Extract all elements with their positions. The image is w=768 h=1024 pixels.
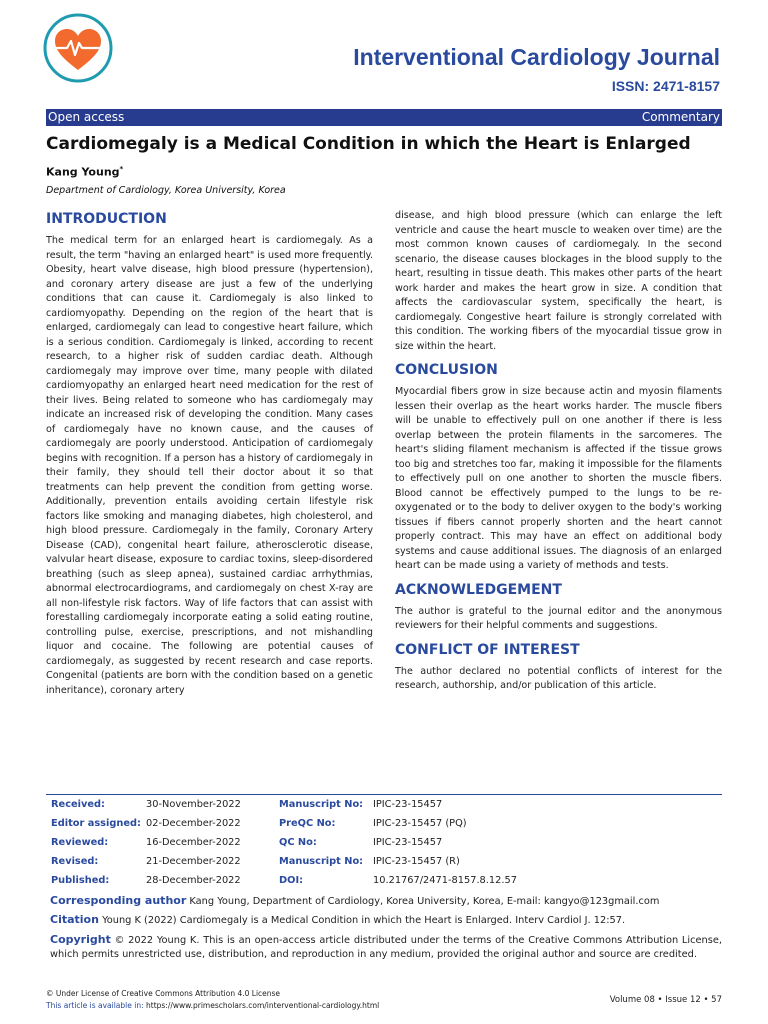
conflict-text: The author declared no potential conflicts of interest for the research, authorship, and/or publication of this article. xyxy=(395,665,722,691)
metadata-table xyxy=(46,796,722,891)
introduction-text: The medical term for an enlarged heart is cardiomegaly. As a result, the term "having an enlarged heart" is used more frequently. Obesity, heart valve disease, high blood pressure (hypertension), and coronary artery disease are just a few of the underlying conditions that can cause it. Cardiomegaly is also linked to cardiomyopathy. Depending on the region of the heart that is enlarged, cardiomegaly can lead to congestive heart failure, which is a serious condition. Cardiomegaly is linked, according to recent research, to a higher risk of sudden cardiac death. Although cardiomegaly may improve over time, many people with dilated cardiomyopathy an enlarged heart need medication for the rest of their lives. Being related to someone who has cardiomegaly may indicate an increased risk of developing the condition. Many cases of cardiomegaly have no known cause, and the causes of cardiomegaly are poorly understood. Anticipation of cardiomegaly begins with recognition. If a person has a history of cardiomegaly in their family, they should tell their doctor about it so that treatments can help prevent the condition from getting worse. Additionally, prevention entails avoiding certain lifestyle risk factors like smoking and managing diabetes, high cholesterol, and high blood pressure. Cardiomegaly in the family, Coronary Artery Disease (CAD), congenital heart failure, atherosclerotic disease, valvular heart disease, exposure to cardiac toxins, sleep-disordered breathing (such as sleep apnea), sustained cardiac arrhythmias, abnormal electrocardiograms, and cardiomegaly on chest X-ray are all non-lifestyle risk factors. Way of life factors that can assist with forestalling cardiomegaly incorporate eating a solid eating routine, controlling pulse, exercise, prescriptions, and not mishandling liquor and cocaine. The following are potential causes of cardiomegaly, as suggested by recent research and case reports. Congenital (patients are born with the condition based on a genetic inheritance), coronary artery xyxy=(46,235,373,696)
citation-text: Young K (2022) Cardiomegaly is a Medical Condition in which the Heart is Enlarged. Interv Cardiol J. 12:57. xyxy=(102,915,626,926)
metadata-divider xyxy=(46,794,722,795)
metadata-label: Manuscript No: xyxy=(279,799,364,810)
metadata-label: PreQC No: xyxy=(279,818,336,829)
metadata-label: Manuscript No: xyxy=(279,856,364,867)
metadata-label: DOI: xyxy=(279,875,304,886)
license-note: © Under License of Creative Commons Attribution 4.0 License xyxy=(46,989,281,998)
journal-issn: ISSN: 2471-8157 xyxy=(611,78,720,94)
metadata-row xyxy=(46,872,722,891)
left-column xyxy=(46,211,373,698)
corresponding-author xyxy=(50,894,722,909)
metadata-row xyxy=(46,853,722,872)
acknowledgement-heading: ACKNOWLEDGEMENT xyxy=(395,581,562,598)
journal-name: Interventional Cardiology Journal xyxy=(353,44,720,70)
citation-label: Citation xyxy=(50,913,99,926)
right-column xyxy=(395,209,722,694)
author-name xyxy=(46,165,123,179)
metadata-row xyxy=(46,834,722,853)
metadata-value: 28-December-2022 xyxy=(146,875,241,886)
copyright-label: Copyright xyxy=(50,933,111,946)
conclusion-heading: CONCLUSION xyxy=(395,362,498,378)
open-access-label: Open access xyxy=(48,110,125,124)
metadata-label: Published: xyxy=(51,875,110,886)
introduction-heading: INTRODUCTION xyxy=(46,211,167,227)
metadata-label: Revised: xyxy=(51,856,99,867)
corresponding-label: Corresponding author xyxy=(50,894,187,907)
availability-note xyxy=(46,1001,379,1010)
metadata-label: Reviewed: xyxy=(51,837,109,848)
citation xyxy=(50,913,722,928)
heart-pulse-icon xyxy=(42,12,114,84)
metadata-value: 16-December-2022 xyxy=(146,837,241,848)
conclusion-text: Myocardial fibers grow in size because actin and myosin filaments lessen their overlap as the heart works harder. The muscle fibers will be unable to effectively pull on one another if there is less overlap between the protein filaments in the sarcomeres. The heart's sliding filament mechanism is affected if the tissue grows too big and stretches too far, making it impossible for the filaments to effectively pull on one another to shorten the muscle fibers. Blood cannot be effectively pumped to the lungs to be re-oxygenated or to the body to deliver oxygen to the body's working tissues if fibers cannot properly shorten and the heart cannot properly contract. This may have an effect on additional body systems and cause additional issues. The diagnosis of an enlarged heart can be made using a variety of methods and tests. xyxy=(395,386,722,571)
metadata-value: IPIC-23-15457 (PQ) xyxy=(373,818,467,829)
copyright xyxy=(50,933,722,962)
metadata-row xyxy=(46,796,722,815)
corresponding-text: Kang Young, Department of Cardiology, Korea University, Korea, E-mail: kangyo@123gmail.com xyxy=(189,896,660,907)
author-text: Kang Young xyxy=(46,165,120,179)
author-affiliation: Department of Cardiology, Korea University, Korea xyxy=(46,185,286,196)
conflict-heading: CONFLICT OF INTEREST xyxy=(395,641,580,658)
metadata-value: 02-December-2022 xyxy=(146,818,241,829)
metadata-label: Received: xyxy=(51,799,105,810)
metadata-value: 10.21767/2471-8157.8.12.57 xyxy=(373,875,517,886)
volume-issue: Volume 08 • Issue 12 • 57 xyxy=(609,995,722,1005)
article-type-banner xyxy=(46,109,722,126)
metadata-value: IPIC-23-15457 xyxy=(373,837,443,848)
availability-label: This article is available in: xyxy=(46,1001,144,1010)
metadata-label: QC No: xyxy=(279,837,317,848)
copyright-text: © 2022 Young K. This is an open-access article distributed under the terms of the Creative Commons Attribution License, which permits unrestricted use, distribution, and reproduction in any medium, provided the original author and source are credited. xyxy=(50,935,722,960)
metadata-value: IPIC-23-15457 (R) xyxy=(373,856,460,867)
metadata-value: 30-November-2022 xyxy=(146,799,241,810)
availability-link[interactable]: https://www.primescholars.com/interventional-cardiology.html xyxy=(146,1001,380,1010)
article-type-label: Commentary xyxy=(641,110,720,124)
article-title: Cardiomegaly is a Medical Condition in which the Heart is Enlarged xyxy=(46,134,691,154)
metadata-label: Editor assigned: xyxy=(51,818,141,829)
acknowledgement-text: The author is grateful to the journal editor and the anonymous reviewers for their helpful comments and suggestions. xyxy=(395,605,722,631)
metadata-value: IPIC-23-15457 xyxy=(373,799,443,810)
metadata-value: 21-December-2022 xyxy=(146,856,241,867)
introduction-continued-text: disease, and high blood pressure (which can enlarge the left ventricle and cause the heart muscle to weaken over time) are the most common known causes of cardiomegaly. In the second scenario, the disease causes blockages in the blood supply to the heart, resulting in tissue death. This makes other parts of the heart work harder and makes the heart grow in size. A condition that affects the cardiovascular system, specifically the heart, is cardiomegaly. Congestive heart failure is strongly correlated with this condition. The working fibers of the myocardial tissue grow in size within the heart. xyxy=(395,210,722,352)
metadata-row xyxy=(46,815,722,834)
author-mark: * xyxy=(119,165,124,173)
